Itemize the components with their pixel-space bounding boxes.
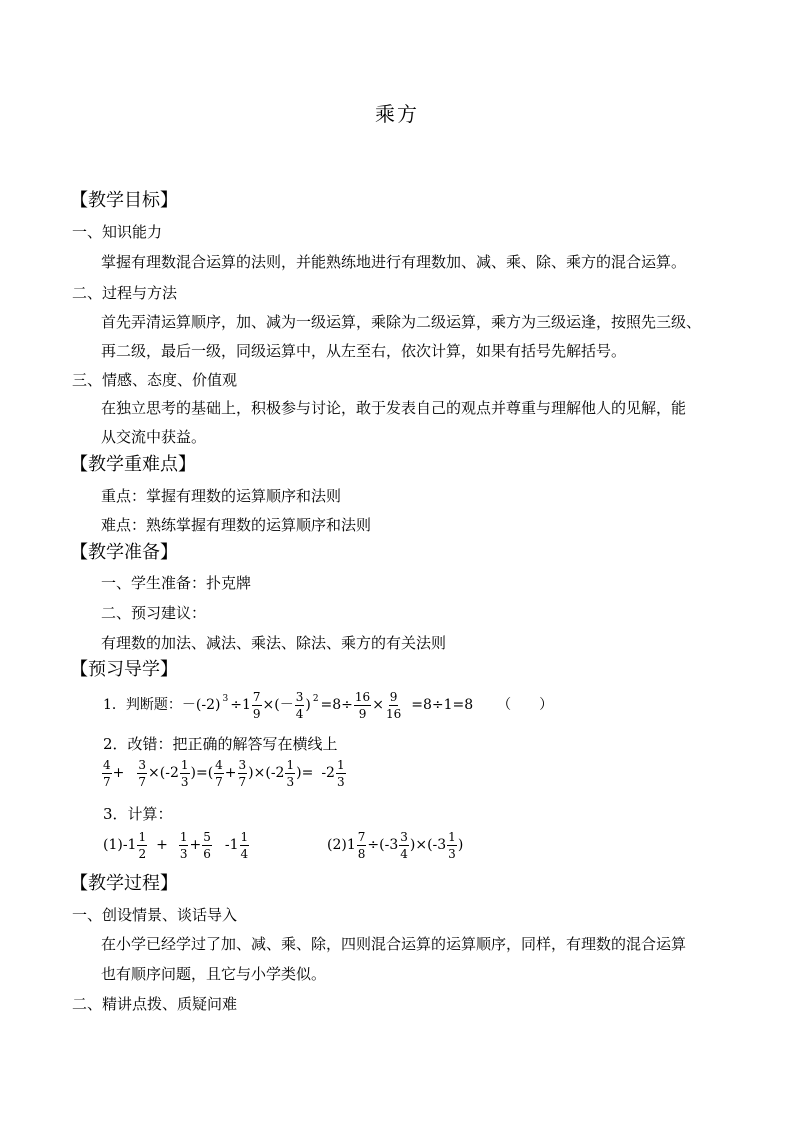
q3b-fraction: $\frac{7}{8}$: [357, 829, 366, 861]
q3a-part: -1: [224, 837, 239, 853]
goals-item-3-heading: 三、情感、态度、价值观: [72, 371, 238, 389]
q3a-part: +: [156, 837, 168, 853]
preparation-line-1: 一、学生准备：扑克牌: [101, 574, 252, 592]
q2-part: -2: [321, 765, 335, 781]
q1-exponent: 3: [222, 694, 229, 704]
q2-part: )×(-2: [248, 765, 285, 781]
q3a-fraction: $\frac{1}{2}$: [138, 829, 147, 861]
q1-fraction: $\frac{16}{9}$: [354, 689, 371, 721]
process-header: 【教学过程】: [70, 873, 178, 894]
q1-fraction: $\frac{3}{4}$: [295, 689, 304, 721]
process-section-1-heading: 一、创设情景、谈话导入: [72, 906, 238, 924]
q2-fraction: $\frac{4}{7}$: [103, 757, 111, 789]
q2-fraction: $\frac{1}{3}$: [286, 757, 295, 789]
q3a-fraction: $\frac{1}{4}$: [240, 829, 249, 861]
q1-part: －(-2): [181, 697, 221, 713]
process-section-2-heading: 二、精讲点拨、质疑问难: [72, 995, 238, 1013]
q2-part: +: [224, 765, 237, 781]
goals-item-1-line: 掌握有理数混合运算的法则，并能熟练地进行有理数加、减、乘、除、乘方的混合运算。: [101, 253, 687, 271]
q3-label: 3．计算：: [103, 805, 173, 823]
q1-part: =8÷1=8: [411, 697, 474, 713]
q1-part: ×(－: [262, 697, 294, 713]
goals-header: 【教学目标】: [70, 190, 178, 211]
q3b-fraction: $\frac{3}{4}$: [400, 829, 408, 861]
q1-part: ×: [372, 697, 384, 713]
q2-fraction: $\frac{3}{7}$: [238, 757, 247, 789]
preview-question-1: [103, 688, 553, 722]
q3b-part: ÷(-3: [367, 837, 399, 853]
q3b-part: (2)1: [327, 837, 356, 853]
key-point-line: 重点：掌握有理数的运算顺序和法则: [101, 487, 342, 505]
goals-item-3-line-2: 从交流中获益。: [101, 428, 207, 446]
q1-part: =8÷: [320, 697, 353, 713]
q1-label: 1．判断题：: [103, 697, 182, 713]
process-section-1-line-1: 在小学已经学过了加、减、乘、除，四则混合运算的运算顺序，同样，有理数的混合运算: [101, 935, 687, 953]
preparation-header: 【教学准备】: [70, 542, 178, 563]
q2-part: ×(-2: [148, 765, 179, 781]
q2-fraction: $\frac{1}{3}$: [336, 757, 345, 789]
q3b-part: )×(-3: [409, 837, 447, 853]
process-section-1-line-2: 也有顺序问题，且它与小学类似。: [101, 965, 327, 983]
q1-exponent: 2: [312, 694, 319, 704]
goals-item-2-heading: 二、过程与方法: [72, 284, 178, 302]
preparation-line-3: 有理数的加法、减法、乘法、除法、乘方的有关法则: [101, 634, 447, 652]
difficult-point-line: 难点：熟练掌握有理数的运算顺序和法则: [101, 516, 372, 534]
preview-question-3b: [327, 828, 463, 862]
key-points-header: 【教学重难点】: [70, 454, 196, 475]
q3a-part: (1)-1: [103, 837, 137, 853]
q2-fraction: $\frac{3}{7}$: [138, 757, 147, 789]
q3a-fraction: $\frac{1}{3}$: [179, 829, 188, 861]
preview-question-2: [101, 756, 347, 790]
q1-part: ): [305, 697, 311, 713]
q3a-fraction: $\frac{5}{6}$: [203, 829, 211, 861]
q1-part: ÷1: [230, 697, 251, 713]
q3b-part: ): [457, 837, 464, 853]
q2-label: 2．改错：把正确的解答写在横线上: [103, 735, 338, 753]
preview-question-3a: [103, 828, 250, 862]
q1-answer-blank: （ ）: [497, 697, 554, 713]
q3b-fraction: $\frac{1}{3}$: [448, 829, 456, 861]
goals-item-3-line-1: 在独立思考的基础上，积极参与讨论，敢于发表自己的观点并尊重与理解他人的见解，能: [101, 399, 687, 417]
q2-part: )=(: [190, 765, 214, 781]
q2-part: +: [112, 765, 125, 781]
goals-item-2-line-1: 首先弄清运算顺序，加、减为一级运算，乘除为二级运算，乘方为三级运逢，按照先三级、: [101, 313, 702, 331]
q3a-part: +: [189, 837, 202, 853]
q1-fraction: $\frac{7}{9}$: [252, 689, 261, 721]
preparation-line-2: 二、预习建议：: [101, 604, 207, 622]
preview-header: 【预习导学】: [70, 659, 178, 680]
goals-item-1-heading: 一、知识能力: [72, 223, 163, 241]
goals-item-2-line-2: 再二级，最后一级，同级运算中，从左至右，依次计算，如果有括号先解括号。: [101, 342, 627, 360]
q1-fraction: $\frac{9}{16}$: [385, 689, 402, 721]
page-title: 乘方: [375, 102, 419, 126]
q2-part: )=: [296, 765, 314, 781]
q2-fraction: $\frac{4}{7}$: [215, 757, 223, 789]
q2-fraction: $\frac{1}{3}$: [180, 757, 189, 789]
